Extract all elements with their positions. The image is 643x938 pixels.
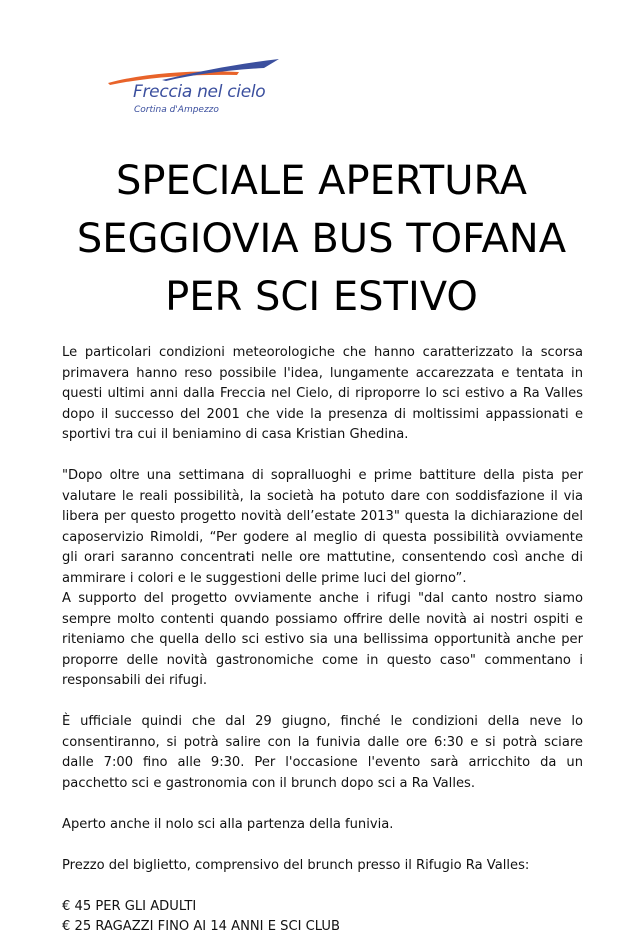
page-title [0,152,643,326]
paragraph-ticket-price: Prezzo del biglietto, comprensivo del brunch presso il Rifugio Ra Valles: [62,857,530,873]
title-line-1: SPECIALE APERTURA [115,158,528,204]
title-line-2: SEGGIOVIA BUS TOFANA [76,216,567,262]
price-kids: € 25 RAGAZZI FINO AI 14 ANNI E SCI CLUB [62,919,340,934]
logo-name: Freccia nel cielo [133,82,266,102]
logo [104,56,304,126]
price-adults: € 45 PER GLI ADULTI [62,898,197,914]
paragraph-quote-rimoldi: "Dopo oltre una settimana di sopralluoghi e prime battiture della pista per valutare le reali possibilità, la società ha potuto dare con soddisfazione il via libera per questo progetto novità dell’estate 2013" questa la dichiarazione del caposervizio Rimoldi, “Per godere al meglio di questa possibilità ovviamente gli orari saranno concentrati nelle ore mattutine, consentendo così anche di ammirare i colori e le suggestioni delle prime luci del giorno”. [62,468,583,586]
paragraph-rifugi: A supporto del progetto ovviamente anche i rifugi "dal canto nostro siamo sempre molto contenti quando possiamo offrire delle novità ai nostri ospiti e riteniamo che quella dello sci estivo sia una bellissima opportunità anche per proporre delle novità gastronomiche come in questo caso" commentano i responsabili dei rifugi. [62,591,583,688]
article-body [62,343,583,938]
title-line-3: PER SCI ESTIVO [165,274,478,320]
paragraph-ski-rental: Aperto anche il nolo sci alla partenza della funivia. [62,816,394,832]
paragraph-schedule: È ufficiale quindi che dal 29 giugno, finché le condizioni della neve lo consentiranno, si potrà salire con la funivia dalle ore 6:30 e si potrà sciare dalle 7:00 fino alle 9:30. Per l'occasione l'evento sarà arricchito da un pacchetto sci e gastronomia con il brunch dopo sci a Ra Valles. [62,714,583,791]
logo-location: Cortina d'Ampezzo [134,105,219,115]
paragraph-intro: Le particolari condizioni meteorologiche che hanno caratterizzato la scorsa primavera hanno reso possibile l'idea, lungamente accarezzata e tentata in questi ultimi anni dalla Freccia nel Cielo, di riproporre lo sci estivo a Ra Valles dopo il successo del 2001 che vide la presenza di moltissimi appassionati e sportivi tra cui il beniamino di casa Kristian Ghedina. [62,345,583,442]
